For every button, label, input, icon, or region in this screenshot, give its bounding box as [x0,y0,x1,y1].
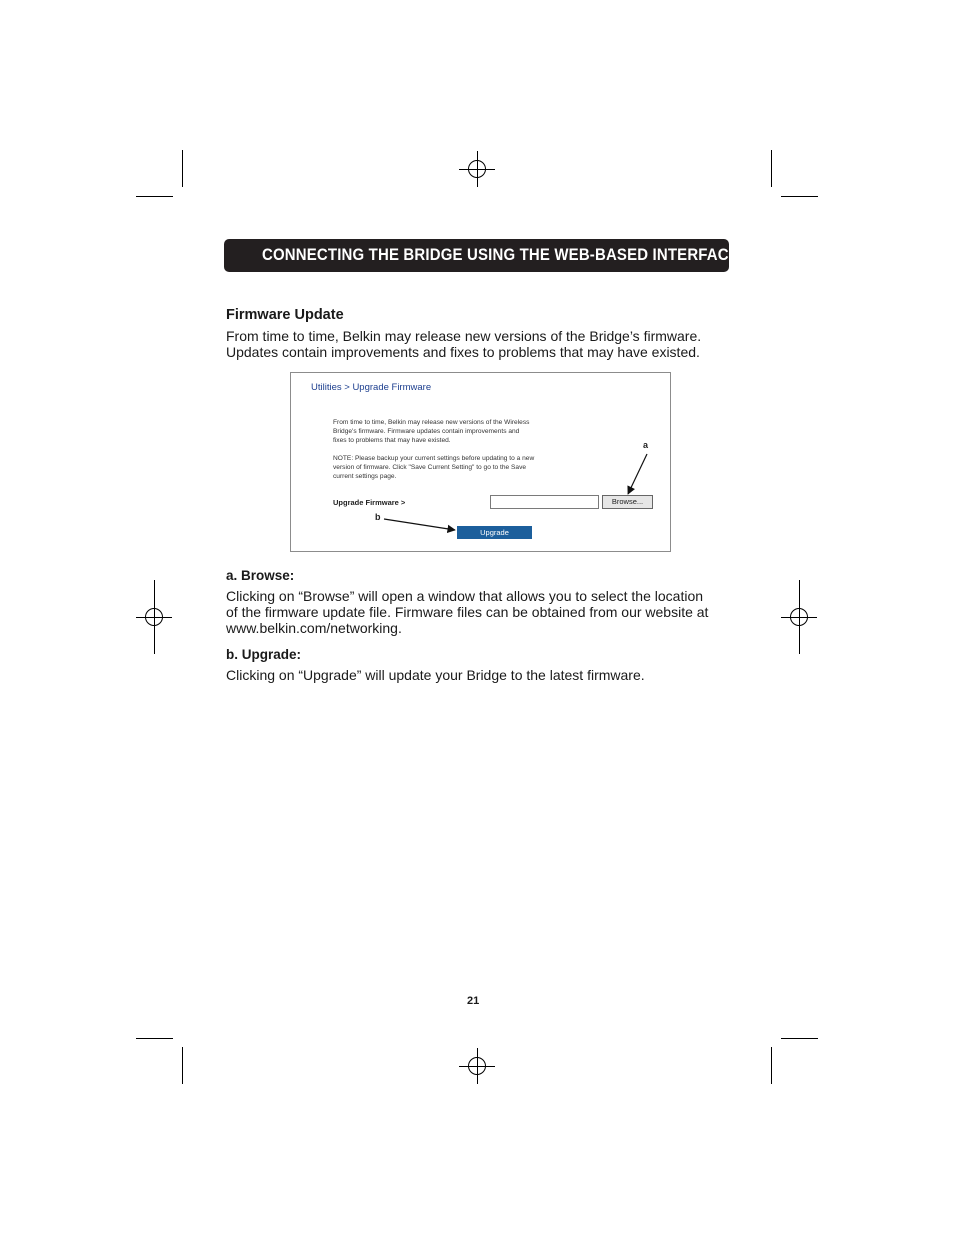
description-line: fixes to problems that may have existed. [333,436,451,444]
browse-line-3: www.belkin.com/networking. [226,620,402,636]
note-line: NOTE: Please backup your current settings before updating to a new [333,455,535,462]
browse-line-2: of the firmware update file. Firmware files can be obtained from our website at [226,604,709,620]
note-line: current settings page. [333,472,397,480]
upgrade-firmware-label: Upgrade Firmware > [333,498,406,507]
callout-b: b [375,512,381,522]
registration-mark-top [459,151,495,187]
crop-mark [136,196,173,197]
browse-line-1: Clicking on “Browse” will open a window that allows you to select the location [226,588,704,604]
crop-mark [781,196,818,197]
browse-heading: a. Browse: [226,568,295,583]
page-number: 21 [467,995,480,1007]
description-line: Bridge's firmware. Firmware updates contain improvements and [333,427,520,435]
crop-mark [781,1038,818,1039]
breadcrumb[interactable]: Utilities > Upgrade Firmware [311,382,432,393]
upgrade-firmware-screenshot [290,372,671,552]
callout-arrows [291,373,670,551]
intro-line-1: From time to time, Belkin may release new versions of the Bridge’s firmware. [226,328,702,344]
crop-mark [136,1038,173,1039]
crop-mark [182,150,183,187]
callout-a: a [643,440,649,450]
banner-title: CONNECTING THE BRIDGE USING THE WEB-BASED INTERFACE [262,245,739,264]
upgrade-button[interactable]: Upgrade [457,526,532,539]
section-banner [224,239,739,272]
crop-mark [771,150,772,187]
firmware-update-heading: Firmware Update [226,307,344,323]
crop-mark [771,1047,772,1084]
description-line: From time to time, Belkin may release new versions of the Wireless [333,419,530,426]
crop-mark [799,580,800,654]
upgrade-heading: b. Upgrade: [226,647,302,662]
upgrade-line-1: Clicking on “Upgrade” will update your Bridge to the latest firmware. [226,667,645,683]
crop-mark [154,580,155,654]
crop-mark [182,1047,183,1084]
registration-mark-bottom [459,1048,495,1084]
note-line: version of firmware. Click "Save Current Setting" to go to the Save [333,463,527,471]
intro-line-2: Updates contain improvements and fixes to problems that may have existed. [226,344,700,360]
arrow-b [384,519,455,530]
browse-button[interactable]: Browse... [602,495,653,509]
arrow-a [628,454,647,494]
